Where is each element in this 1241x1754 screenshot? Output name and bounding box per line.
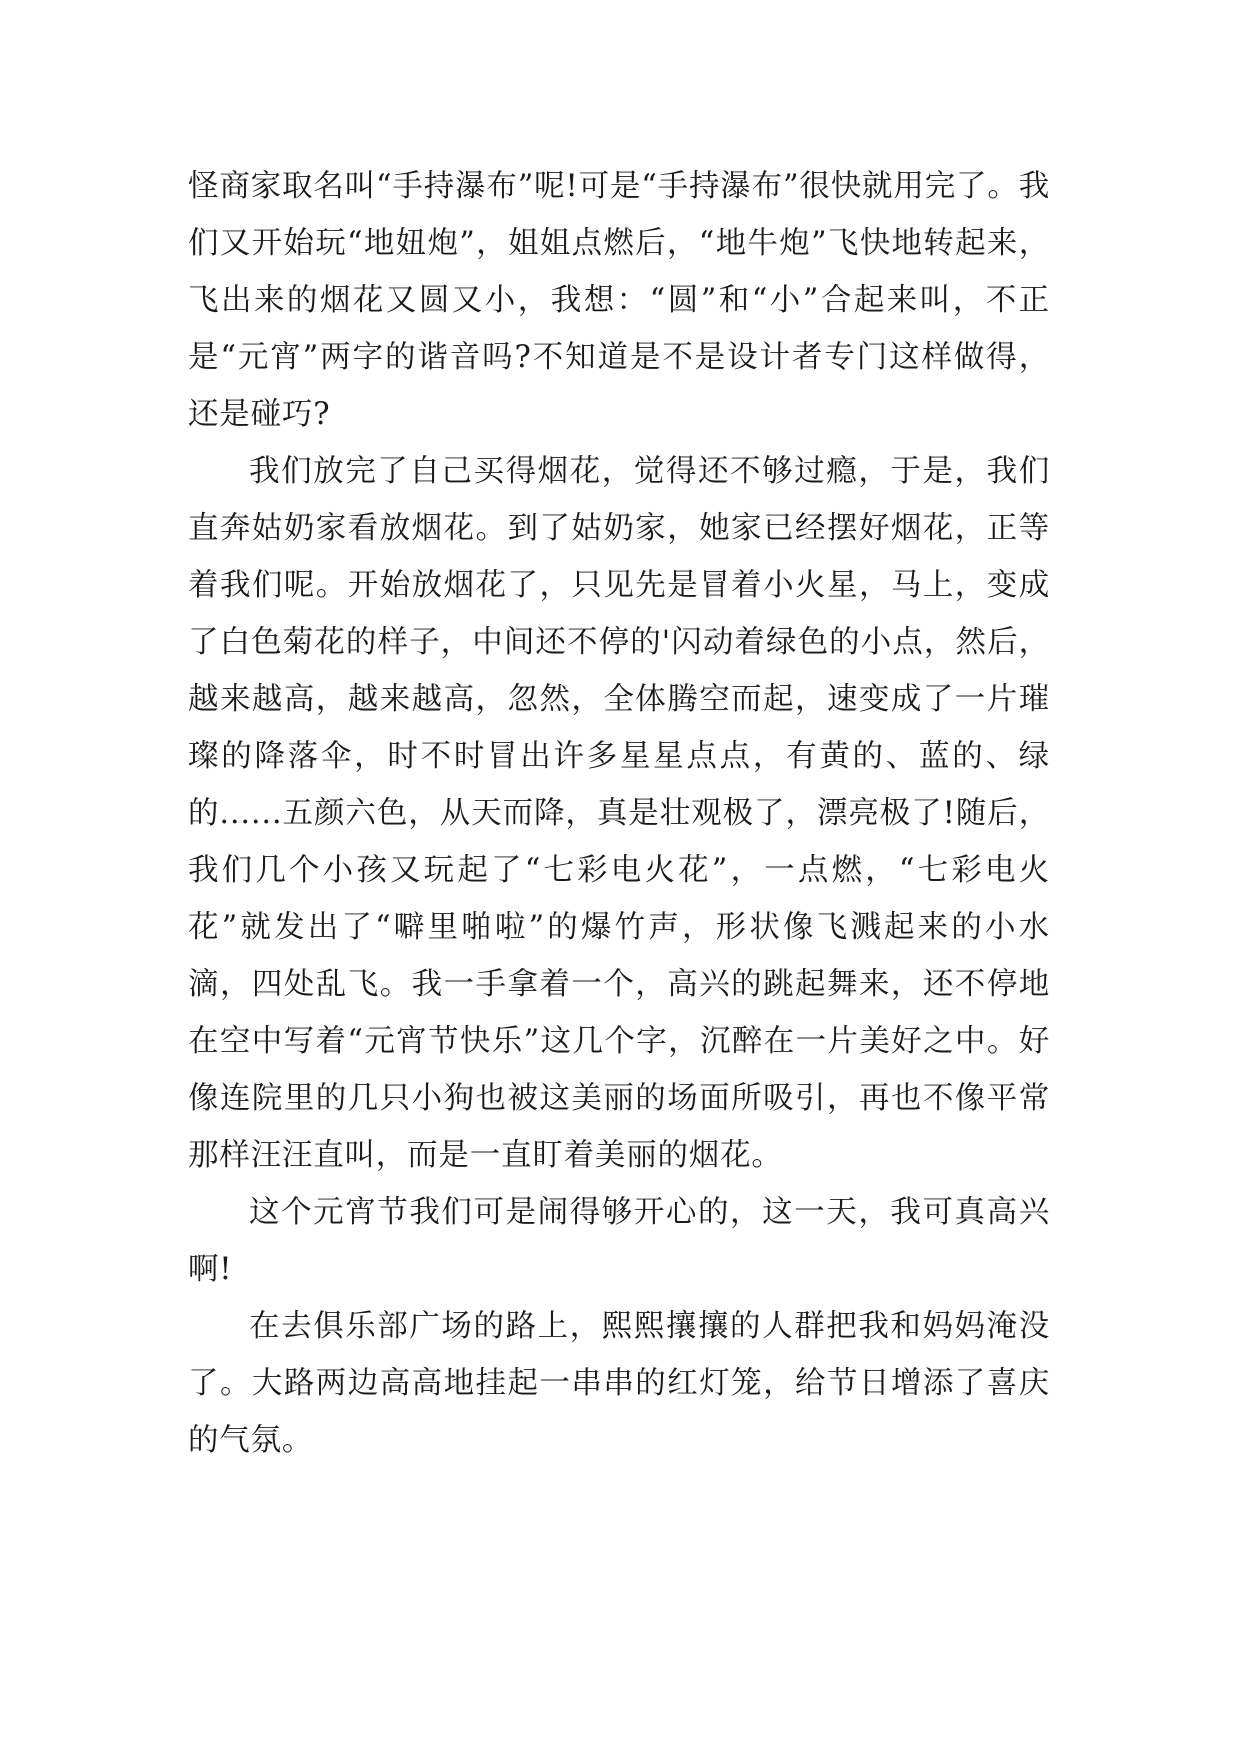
document-body — [188, 158, 1050, 1469]
paragraph-3: 这个元宵节我们可是闹得够开心的，这一天，我可真高兴啊! — [188, 1195, 1050, 1287]
paragraph-2: 我们放完了自己买得烟花，觉得还不够过瘾，于是，我们直奔姑奶家看放烟花。到了姑奶家，她家已经摆好烟花，正等着我们呢。开始放烟花了，只见先是冒着小火星，马上，变成了白色菊花的样子，中间还不停的'闪动着绿色的小点，然后，越来越高，越来越高，忽然，全体腾空而起，速变成了一片璀璨的降落伞，时不时冒出许多星星点点，有黄的、蓝的、绿的......五颜六色，从天而降，真是壮观极了，漂亮极了!随后，我们几个小孩又玩起了“七彩电火花”，一点燃，“七彩电火花”就发出了“噼里啪啦”的爆竹声，形状像飞溅起来的小水滴，四处乱飞。我一手拿着一个，高兴的跳起舞来，还不停地在空中写着“元宵节快乐”这几个字，沉醉在一片美好之中。好像连院里的几只小狗也被这美丽的场面所吸引，再也不像平常那样汪汪直叫，而是一直盯着美丽的烟花。 — [188, 454, 1050, 1173]
paragraph-4: 在去俱乐部广场的路上，熙熙攘攘的人群把我和妈妈淹没了。大路两边高高地挂起一串串的红灯笼，给节日增添了喜庆的气氛。 — [188, 1309, 1050, 1458]
paragraph-1: 怪商家取名叫“手持瀑布”呢!可是“手持瀑布”很快就用完了。我们又开始玩“地妞炮”，姐姐点燃后，“地牛炮”飞快地转起来，飞出来的烟花又圆又小，我想：“圆”和“小”合起来叫，不正是“元宵”两字的谐音吗?不知道是不是设计者专门这样做得，还是碰巧? — [188, 169, 1050, 432]
